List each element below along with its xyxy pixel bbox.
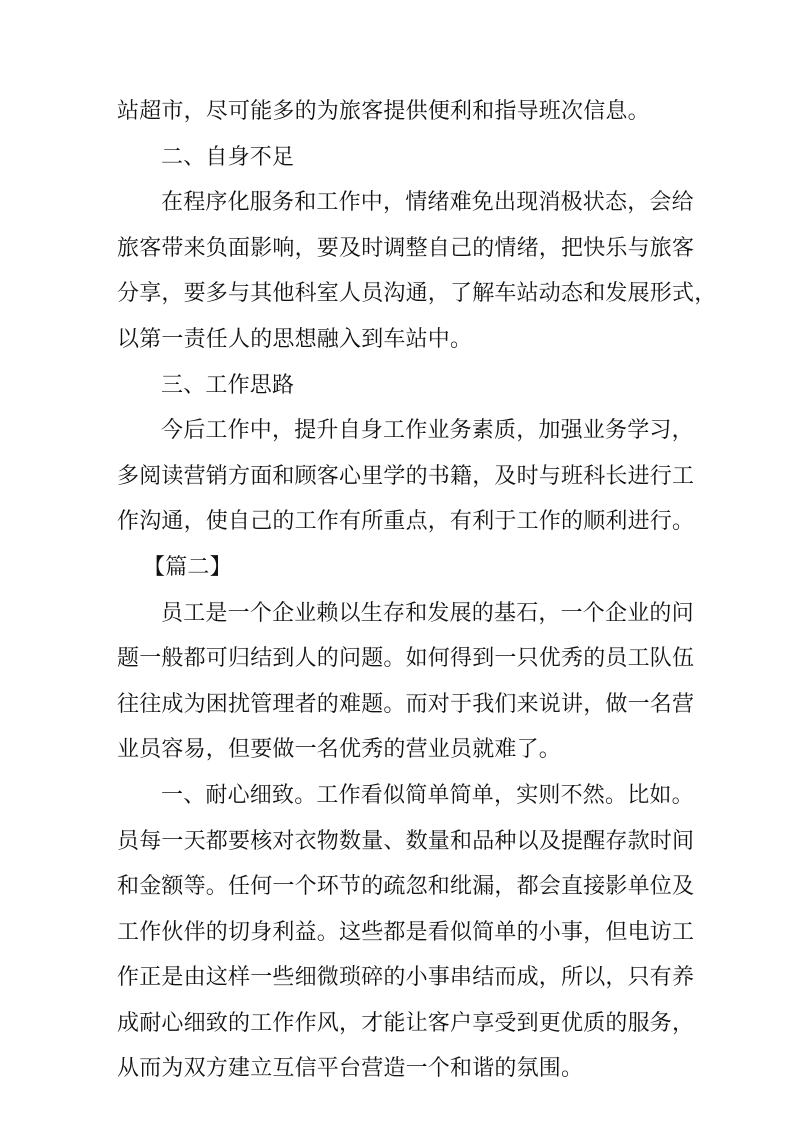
text-line: 今后工作中，提升自身工作业务素质，加强业务学习， xyxy=(161,418,694,444)
text-line: 以第一责任人的思想融入到车站中。 xyxy=(117,326,473,352)
text-line: 成耐心细致的工作作风，才能让客户享受到更优质的服务， xyxy=(117,1010,695,1036)
text-line: 业员容易，但要做一名优秀的营业员就难了。 xyxy=(117,737,562,763)
text-line: 作沟通，使自己的工作有所重点，有利于工作的顺利进行。 xyxy=(117,509,695,535)
text-line: 工作伙伴的切身利益。这些都是看似简单的小事，但电访工 xyxy=(117,919,695,945)
text-line: 分享，要多与其他科室人员沟通，了解车站动态和发展形式， xyxy=(117,281,717,307)
text-line: 作正是由这样一些细微琐碎的小事串结而成，所以，只有养 xyxy=(117,965,695,991)
text-line: 站超市，尽可能多的为旅客提供便利和指导班次信息。 xyxy=(117,99,650,124)
text-line: 从而为双方建立互信平台营造一个和谐的氛围。 xyxy=(117,1056,584,1082)
text-line: 和金额等。任何一个环节的疏忽和纰漏，都会直接影单位及 xyxy=(117,874,695,900)
part-heading: 【篇二】 xyxy=(143,554,232,580)
text-line: 多阅读营销方面和顾客心里学的书籍，及时与班科长进行工 xyxy=(117,463,695,489)
text-line: 往往成为困扰管理者的难题。而对于我们来说讲，做一名营 xyxy=(117,691,695,717)
text-line: 题一般都可归结到人的问题。如何得到一只优秀的员工队伍 xyxy=(117,646,695,672)
section-heading: 二、自身不足 xyxy=(161,144,295,170)
text-line: 员每一天都要核对衣物数量、数量和品种以及提醒存款时间 xyxy=(117,828,695,854)
text-line: 员工是一个企业赖以生存和发展的基石，一个企业的问 xyxy=(161,600,694,626)
text-line: 一、耐心细致。工作看似简单简单，实则不然。比如。 xyxy=(161,782,694,808)
text-line: 在程序化服务和工作中，情绪难免出现消极状态，会给 xyxy=(161,190,694,216)
text-line: 旅客带来负面影响，要及时调整自己的情绪，把快乐与旅客 xyxy=(117,235,695,261)
document-body xyxy=(117,89,717,1092)
section-heading: 三、工作思路 xyxy=(161,372,295,398)
